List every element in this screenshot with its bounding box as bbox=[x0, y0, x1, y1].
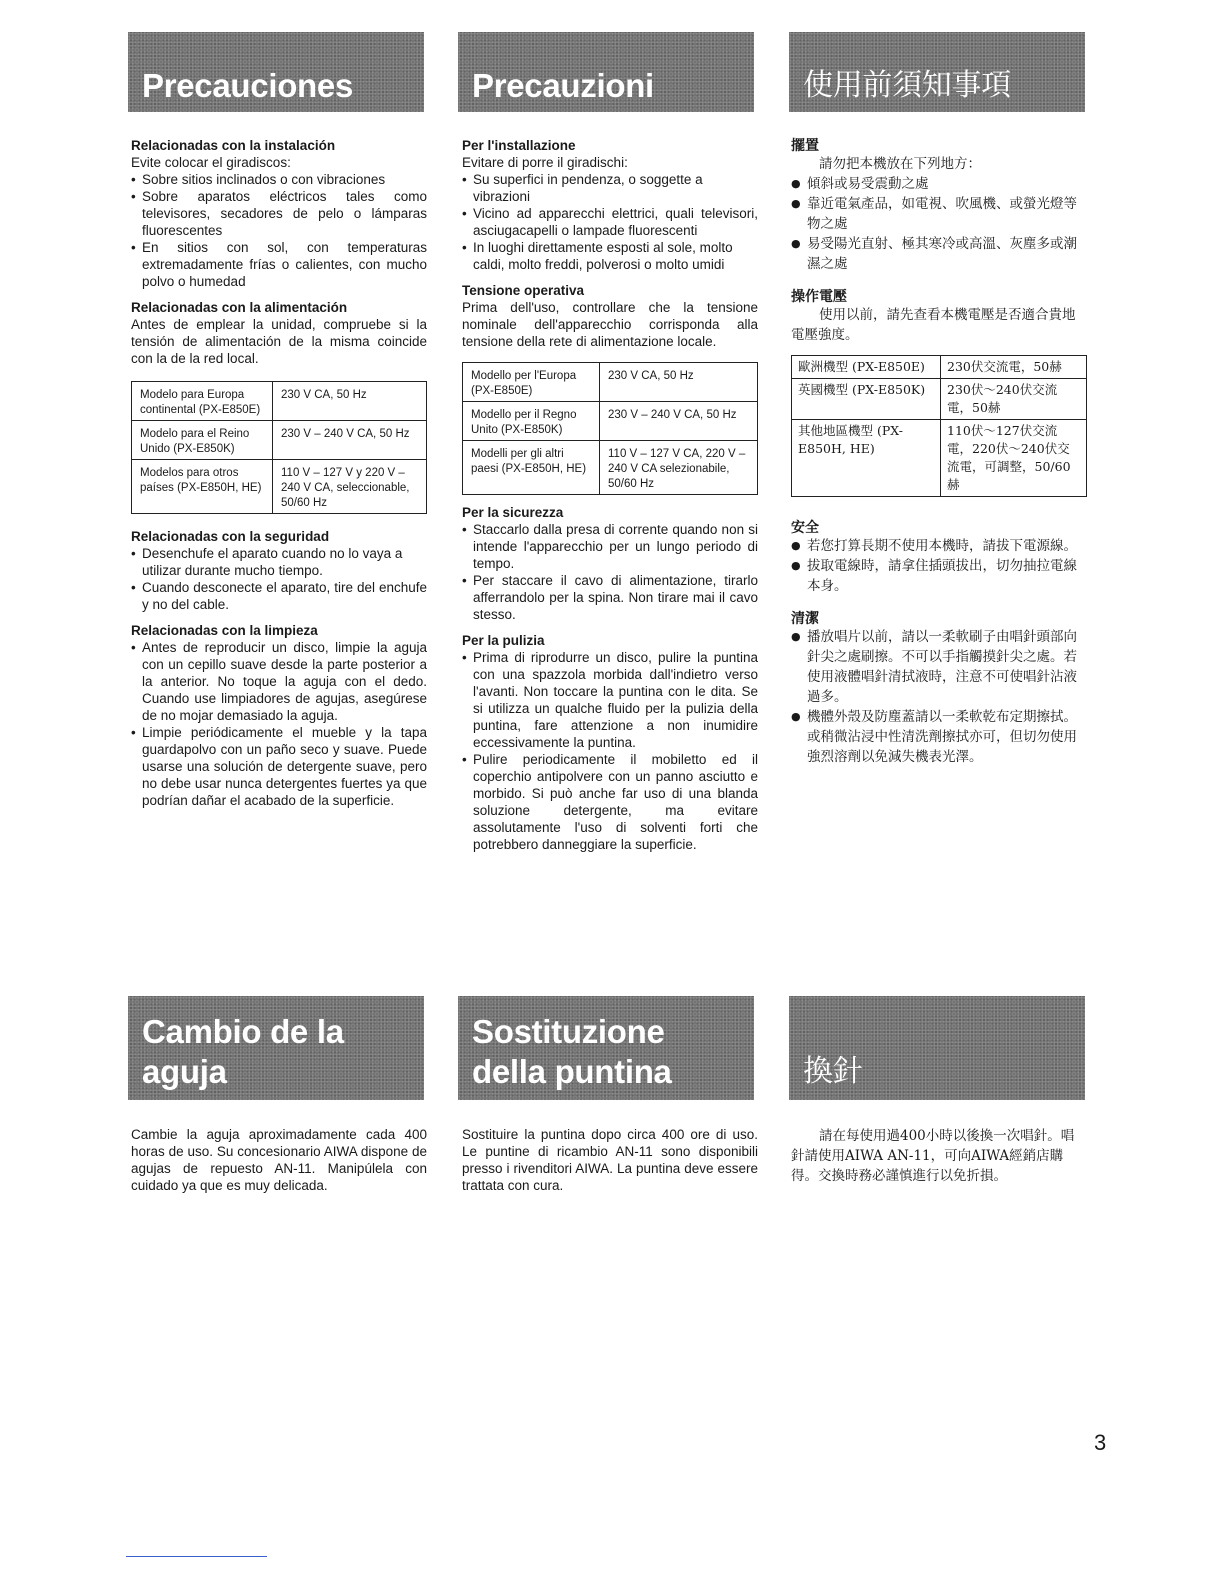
list-item: ● 拔取電線時，請拿住插頭拔出，切勿抽拉電線本身。 bbox=[791, 556, 1087, 596]
table-cell-model: Modelos para otros países (PX-E850H, HE) bbox=[132, 460, 273, 514]
banner-title-line1: Cambio de la bbox=[142, 1013, 344, 1050]
power-text: 使用以前，請先查看本機電壓是否適合貴地電壓強度。 bbox=[791, 307, 1076, 343]
table-cell-voltage: 110 V – 127 V CA, 220 V – 240 V CA selezionabile, 50/60 Hz bbox=[600, 441, 758, 495]
voltage-table bbox=[131, 381, 427, 514]
installation-list bbox=[791, 174, 1087, 274]
banner-zh-needle bbox=[789, 996, 1085, 1100]
table-row bbox=[132, 460, 427, 514]
list-item: ● 若您打算長期不使用本機時，請拔下電源線。 bbox=[791, 536, 1087, 556]
table-cell-model: 其他地區機型 (PX-E850H, HE) bbox=[792, 420, 941, 497]
needle-text-italian: Sostituire la puntina dopo circa 400 ore di uso. Le puntine di ricambio AN-11 sono disponibili presso i rivenditori AIWA. La puntina deve essere trattata con cura. bbox=[462, 1127, 758, 1193]
installation-intro: Evitare di porre il giradischi: bbox=[462, 155, 628, 170]
list-item: • Pulire periodicamente il mobiletto ed il coperchio antipolvere con un panno asciutto e morbido. Si può anche far uso di una blanda soluzione detergente, ma evitare assolutamente l'uso di solventi forti che potrebbero danneggiare la superficie. bbox=[462, 751, 758, 853]
list-item: • Cuando desconecte el aparato, tire del enchufe y no del cable. bbox=[131, 579, 427, 613]
section-title-safety: 安全 bbox=[791, 519, 819, 535]
list-item: • Antes de reproducir un disco, limpie la aguja con un cepillo suave desde la parte posterior a la anterior. No toque la aguja con el dedo. Cuando use limpiadores de agujas, asegúrese de no mojar demasiado la aguja. bbox=[131, 639, 427, 724]
banner-title: 使用前須知事項 bbox=[803, 68, 1011, 103]
banner-title: Precauciones bbox=[142, 67, 354, 104]
table-cell-model: Modello per il Regno Unito (PX-E850K) bbox=[463, 402, 600, 441]
cleaning-list bbox=[462, 649, 758, 853]
list-item: • Su superfici in pendenza, o soggette a vibrazioni bbox=[462, 171, 758, 205]
page-number: 3 bbox=[1094, 1430, 1107, 1455]
list-item: • Per staccare il cavo di alimentazione, tirarlo afferrandolo per la spina. Non tirare mai il cavo stesso. bbox=[462, 572, 758, 623]
needle-text-spanish: Cambie la aguja aproximadamente cada 400 horas de uso. Su concesionario AIWA dispone de agujas de repuesto AN-11. Manipúlela con cuidado ya que es muy delicada. bbox=[131, 1127, 427, 1193]
list-item: • Sobre aparatos eléctricos tales como televisores, secadores de pelo o lámparas fluorescentes bbox=[131, 188, 427, 239]
safety-list bbox=[131, 545, 427, 613]
installation-list bbox=[462, 171, 758, 273]
table-row bbox=[463, 402, 758, 441]
table-cell-voltage: 110伏～127伏交流電，220伏～240伏交流電，可調整，50/60赫 bbox=[941, 420, 1087, 497]
footer-rule bbox=[126, 1556, 267, 1557]
installation-list bbox=[131, 171, 427, 290]
table-cell-model: Modello per l'Europa (PX-E850E) bbox=[463, 363, 600, 402]
list-item: ● 易受陽光直射、極其寒冷或高溫、灰塵多或潮濕之處 bbox=[791, 234, 1087, 274]
section-title-installation: Per l'installazione bbox=[462, 138, 576, 153]
list-item: ● 靠近電氣產品，如電視、吹風機、或螢光燈等物之處 bbox=[791, 194, 1087, 234]
table-cell-voltage: 230 V – 240 V CA, 50 Hz bbox=[273, 421, 427, 460]
list-item: • Desenchufe el aparato cuando no lo vaya a utilizar durante mucho tiempo. bbox=[131, 545, 427, 579]
section-title-installation: Relacionadas con la instalación bbox=[131, 138, 336, 153]
voltage-table bbox=[791, 355, 1087, 497]
table-cell-voltage: 110 V – 127 V y 220 V – 240 V CA, seleccionable, 50/60 Hz bbox=[273, 460, 427, 514]
list-item: • Sobre sitios inclinados o con vibraciones bbox=[131, 171, 427, 188]
power-text: Antes de emplear la unidad, compruebe si la tensión de alimentación de la misma coincide con la de la red local. bbox=[131, 317, 427, 366]
banner-zh-precautions bbox=[789, 32, 1085, 112]
banner-precauciones bbox=[128, 32, 424, 112]
banner-title: Precauzioni bbox=[472, 67, 654, 104]
table-cell-voltage: 230 V CA, 50 Hz bbox=[600, 363, 758, 402]
column-italian bbox=[462, 137, 758, 862]
table-row bbox=[132, 382, 427, 421]
table-row bbox=[132, 421, 427, 460]
list-item: • In luoghi direttamente esposti al sole, molto caldi, molto freddi, polverosi o molto umidi bbox=[462, 239, 758, 273]
column-spanish bbox=[131, 137, 427, 818]
safety-list bbox=[462, 521, 758, 623]
banner-cambio-aguja bbox=[128, 996, 424, 1100]
voltage-table bbox=[462, 362, 758, 495]
list-item: • Vicino ad apparecchi elettrici, quali televisori, asciugacapelli o lampade fluorescenti bbox=[462, 205, 758, 239]
list-item: • Limpie periódicamente el mueble y la tapa guardapolvo con un paño seco y suave. Puede usarse una solución de detergente suave, pero no debe usar nunca detergentes fuertes ya que podrían dañar el acabado de la superficie. bbox=[131, 724, 427, 809]
table-cell-voltage: 230 V CA, 50 Hz bbox=[273, 382, 427, 421]
section-title-power: Tensione operativa bbox=[462, 283, 585, 298]
cleaning-list bbox=[131, 639, 427, 809]
banner-title-line1: Sostituzione bbox=[472, 1013, 665, 1050]
column-chinese bbox=[791, 137, 1087, 776]
banner-sostituzione-puntina bbox=[458, 996, 754, 1100]
list-item: ● 播放唱片以前，請以一柔軟刷子由唱針頭部向針尖之處刷擦。不可以手指觸摸針尖之處。若使用液體唱針清拭液時，注意不可使唱針沾液過多。 bbox=[791, 627, 1087, 707]
section-title-power: 操作電壓 bbox=[791, 288, 847, 304]
section-title-safety: Per la sicurezza bbox=[462, 505, 564, 520]
table-row bbox=[792, 379, 1087, 420]
table-cell-model: 英國機型 (PX-E850K) bbox=[792, 379, 941, 420]
banner-title-line2: aguja bbox=[142, 1053, 227, 1090]
needle-text-chinese: 請在每使用過400小時以後換一次唱針。唱針請使用AIWA AN-11，可向AIWA經銷店購得。交換時務必謹慎進行以免折損。 bbox=[791, 1128, 1075, 1184]
table-cell-voltage: 230 V – 240 V CA, 50 Hz bbox=[600, 402, 758, 441]
section-title-cleaning: 清潔 bbox=[791, 610, 819, 626]
list-item: • Prima di riprodurre un disco, pulire la puntina con una spazzola morbida dall'indietro verso l'avanti. Non toccare la puntina con le dita. Se si utilizza un qualche fluido per la pulizia della puntina, fare attenzione a non inumidire eccessivamente la puntina. bbox=[462, 649, 758, 751]
table-row bbox=[792, 420, 1087, 497]
section-title-cleaning: Relacionadas con la limpieza bbox=[131, 623, 318, 638]
table-row bbox=[463, 441, 758, 495]
installation-intro: 請勿把本機放在下列地方： bbox=[819, 156, 981, 172]
list-item: ● 傾斜或易受震動之處 bbox=[791, 174, 1087, 194]
installation-intro: Evite colocar el giradiscos: bbox=[131, 155, 291, 170]
section-title-installation: 擺置 bbox=[791, 137, 819, 153]
list-item: • Staccarlo dalla presa di corrente quando non si intende l'apparecchio per un lungo periodo di tempo. bbox=[462, 521, 758, 572]
list-item: ● 機體外殼及防塵蓋請以一柔軟乾布定期擦拭。或稍微沾浸中性清洗劑擦拭亦可，但切勿使用強烈溶劑以免減失機表光澤。 bbox=[791, 707, 1087, 767]
list-item: • En sitios con sol, con temperaturas extremadamente frías o calientes, con mucho polvo o humedad bbox=[131, 239, 427, 290]
banner-precauzioni bbox=[458, 32, 754, 112]
safety-list bbox=[791, 536, 1087, 596]
power-text: Prima dell'uso, controllare che la tensione nominale dell'apparecchio corrisponda alla tensione della rete di alimentazione locale. bbox=[462, 300, 758, 349]
banner-title-line2: della puntina bbox=[472, 1053, 672, 1090]
section-title-power: Relacionadas con la alimentación bbox=[131, 300, 348, 315]
section-title-safety: Relacionadas con la seguridad bbox=[131, 529, 330, 544]
table-cell-model: Modelli per gli altri paesi (PX-E850H, HE) bbox=[463, 441, 600, 495]
table-cell-model: Modelo para Europa continental (PX-E850E) bbox=[132, 382, 273, 421]
table-cell-voltage: 230伏交流電，50赫 bbox=[941, 356, 1087, 379]
table-row bbox=[463, 363, 758, 402]
table-cell-voltage: 230伏～240伏交流電，50赫 bbox=[941, 379, 1087, 420]
cleaning-list bbox=[791, 627, 1087, 767]
table-row bbox=[792, 356, 1087, 379]
table-cell-model: Modelo para el Reino Unido (PX-E850K) bbox=[132, 421, 273, 460]
section-title-cleaning: Per la pulizia bbox=[462, 633, 545, 648]
banner-title: 換針 bbox=[803, 1054, 863, 1089]
table-cell-model: 歐洲機型 (PX-E850E) bbox=[792, 356, 941, 379]
